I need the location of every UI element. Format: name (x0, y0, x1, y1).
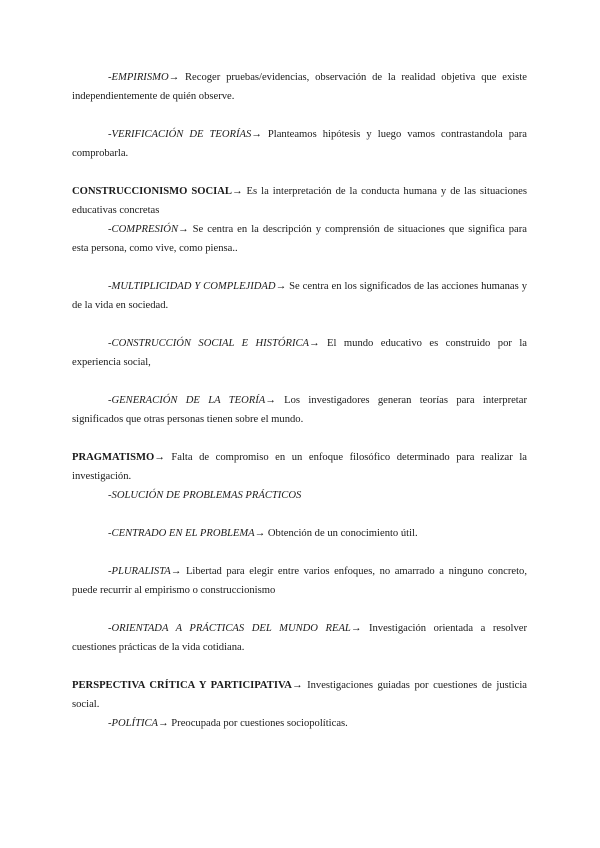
text: Es la interpretación de la conducta humana y de las situaciones educativas concretas (72, 186, 528, 216)
arrow: → (291, 680, 303, 691)
arrow: → (265, 395, 276, 406)
text: Recoger pruebas/evidencias, observación de la realidad objetiva que existe independientemente de quién observe. (72, 72, 527, 102)
arrow: → (275, 281, 287, 292)
arrow: → (178, 224, 189, 235)
paragraph-solucion-problemas (72, 486, 527, 505)
heading-pragmatismo (72, 448, 527, 486)
paragraph-politica (72, 714, 527, 733)
paragraph-centrado-problema (72, 524, 527, 543)
heading-term: CONSTRUCCIONISMO SOCIAL (72, 186, 232, 197)
paragraph-orientada-practicas (72, 619, 527, 657)
term: -CONSTRUCCIÓN SOCIAL E HISTÓRICA (108, 338, 310, 349)
document-page (72, 68, 527, 733)
paragraph-multiplicidad (72, 277, 527, 315)
text: Libertad para elegir entre varios enfoques, no amarrado a ninguno concreto, puede recurrir al empirismo o construccionismo (72, 566, 527, 596)
term: -CENTRADO EN EL PROBLEMA (108, 528, 255, 539)
arrow: → (170, 566, 182, 577)
paragraph-empirismo (72, 68, 527, 106)
term: -POLÍTICA (108, 718, 159, 729)
term: -GENERACIÓN DE LA TEORÍA (108, 395, 266, 406)
arrow: → (350, 623, 362, 634)
term: -COMPRESIÓN (108, 224, 179, 235)
term: -EMPIRISMO (108, 72, 169, 83)
text: Planteamos hipótesis y luego vamos contrastandola para comprobarla. (72, 129, 528, 159)
text: Preocupada por cuestiones sociopolíticas. (168, 718, 348, 729)
text: Los investigadores generan teorías para interpretar significados que otras personas tienen sobre el mundo. (72, 395, 527, 425)
term: -VERIFICACIÓN DE TEORÍAS (108, 129, 252, 140)
heading-perspectiva-critica (72, 676, 527, 714)
arrow: → (231, 186, 243, 197)
text: Obtención de un conocimiento útil. (265, 528, 418, 539)
text: El mundo educativo es construido por la experiencia social, (72, 338, 527, 368)
arrow: → (154, 452, 165, 463)
text: Falta de compromiso en un enfoque filosófico determinado para realizar la investigación. (72, 452, 527, 482)
arrow: → (254, 528, 266, 539)
heading-term: PRAGMATISMO (72, 452, 155, 463)
heading-term: PERSPECTIVA CRÍTICA Y PARTICIPATIVA (72, 680, 292, 691)
paragraph-verificacion (72, 125, 527, 163)
term: -PLURALISTA (108, 566, 171, 577)
paragraph-generacion-teoria (72, 391, 527, 429)
paragraph-construccion-social (72, 334, 527, 372)
arrow: → (168, 72, 180, 83)
arrow: → (309, 338, 320, 349)
text: Investigaciones guiadas por cuestiones de justicia social. (72, 680, 527, 710)
paragraph-compresion (72, 220, 527, 258)
text: Se centra en los significados de las acciones humanas y de la vida en sociedad. (72, 281, 527, 311)
arrow: → (251, 129, 262, 140)
paragraph-pluralista (72, 562, 527, 600)
text: Investigación orientada a resolver cuestiones prácticas de la vida cotidiana. (72, 623, 527, 653)
term: -ORIENTADA A PRÁCTICAS DEL MUNDO REAL (108, 623, 351, 634)
text: Se centra en la descripción y comprensión de situaciones que significa para esta persona, como vive, como piensa.. (72, 224, 527, 254)
term: -MULTIPLICIDAD Y COMPLEJIDAD (108, 281, 276, 292)
arrow: → (158, 718, 169, 729)
heading-construccionismo (72, 182, 527, 220)
term: -SOLUCIÓN DE PROBLEMAS PRÁCTICOS (108, 490, 302, 501)
